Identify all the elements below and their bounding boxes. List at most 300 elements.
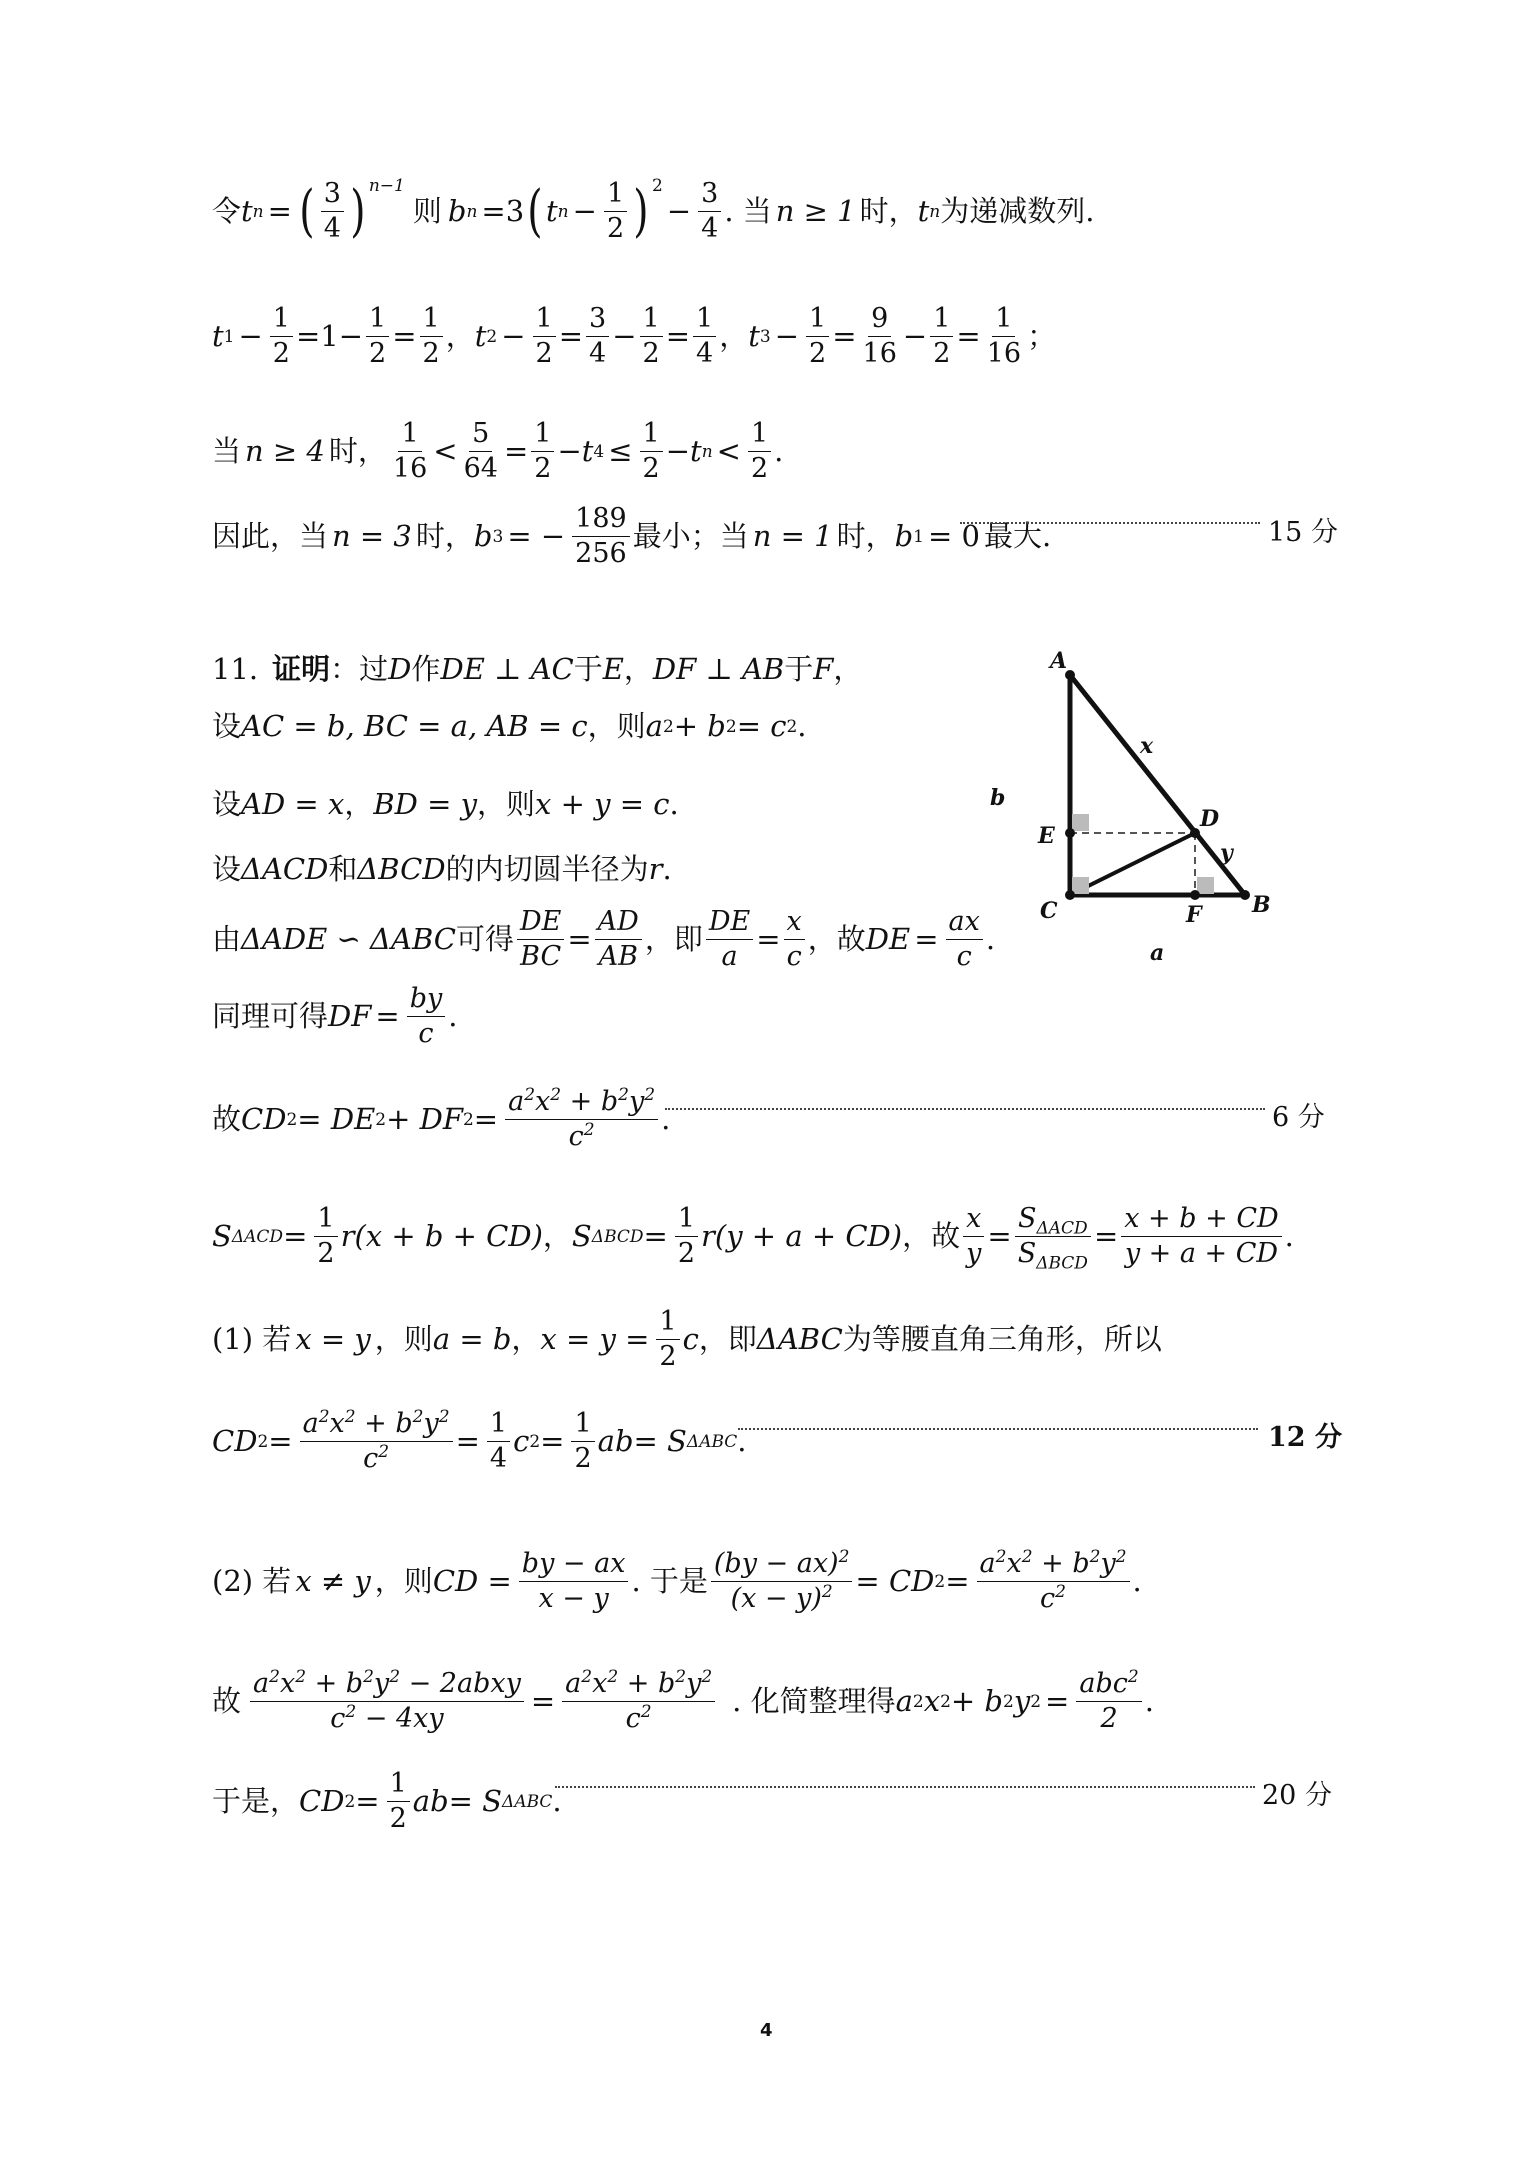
end: . — [1284, 1219, 1294, 1254]
expr: ΔABC — [756, 1322, 843, 1357]
fraction — [586, 305, 609, 369]
equals: = − — [507, 519, 566, 554]
fraction — [270, 305, 293, 369]
minus: − — [557, 434, 582, 469]
text: 为递减数列. — [940, 194, 1095, 229]
lt: < — [433, 434, 458, 469]
text: 可得 — [455, 922, 514, 957]
numerator: x — [784, 908, 805, 940]
term: − 2abxy — [400, 1668, 521, 1699]
term: x — [592, 1668, 608, 1699]
expr: DE — [865, 922, 911, 957]
paren-close: ) — [350, 178, 366, 244]
denominator: 2 — [272, 338, 290, 370]
fraction — [533, 305, 556, 369]
fraction — [562, 1667, 715, 1735]
numerator — [300, 1407, 453, 1442]
end: . — [448, 999, 458, 1034]
le: ≤ — [608, 434, 633, 469]
numerator: 1 — [640, 305, 663, 337]
text: 由 — [212, 922, 242, 957]
numerator: 3 — [586, 305, 609, 337]
expr: ΔACD — [241, 852, 329, 886]
score-6: 6 分 — [1272, 1102, 1325, 1133]
expr: AC = b, BC = a, AB = c — [241, 709, 588, 743]
exp: 2 — [524, 1085, 536, 1105]
denominator — [1037, 1582, 1069, 1613]
expr: x = y = — [540, 1322, 650, 1357]
term: S — [1017, 1203, 1037, 1234]
text: 设 — [212, 787, 242, 821]
minus: − — [774, 319, 800, 354]
score-20: 20 分 — [1262, 1780, 1332, 1811]
text: 令 — [212, 194, 242, 229]
expr: = c — [736, 709, 787, 743]
var: c — [682, 1322, 699, 1357]
numerator: 1 — [314, 1205, 337, 1237]
text: 为等腰直角三角形，所以 — [842, 1322, 1162, 1357]
fraction — [595, 908, 642, 972]
right-angle-E — [1072, 814, 1089, 831]
var-b: b — [447, 194, 467, 229]
proof-label: 证明 — [272, 652, 331, 686]
term: a — [979, 1548, 996, 1579]
expr: + DF — [386, 1102, 463, 1137]
term: y — [686, 1668, 702, 1699]
fraction — [963, 1205, 984, 1269]
end: . — [774, 434, 784, 469]
term: y — [373, 1668, 390, 1699]
var: r — [648, 852, 663, 886]
score-leader — [738, 1428, 1258, 1430]
numerator — [711, 1547, 853, 1582]
equals: = — [643, 1219, 668, 1254]
equals: = — [756, 922, 781, 957]
term: a — [302, 1408, 319, 1439]
page-number: 4 — [760, 2020, 773, 2041]
point-E — [1065, 828, 1075, 838]
term: c — [1040, 1583, 1056, 1615]
fraction — [784, 908, 805, 972]
expr: = CD — [855, 1564, 935, 1599]
term: x — [329, 1408, 345, 1439]
numerator: 1 — [992, 305, 1015, 337]
label-F: F — [1186, 902, 1202, 928]
text: 的内切圆半径为 — [445, 852, 649, 886]
text: ， — [542, 1219, 572, 1254]
end: . — [1132, 1564, 1142, 1599]
numerator: 5 — [469, 420, 492, 452]
text: 最大. — [983, 519, 1052, 554]
var-b: b — [894, 519, 914, 554]
term: y — [1013, 1684, 1031, 1719]
text: 同理可得 — [212, 999, 329, 1034]
score-leader — [555, 1786, 1255, 1788]
denominator — [360, 1442, 392, 1473]
var-t: t — [474, 319, 487, 354]
exp: 2 — [344, 1407, 356, 1427]
denominator: 2 — [642, 453, 660, 485]
text: 当 — [212, 434, 242, 469]
numerator: by — [407, 985, 446, 1017]
var-b: b — [473, 519, 493, 554]
fraction — [1015, 1203, 1091, 1274]
text: ，则 — [374, 1564, 433, 1599]
fraction — [366, 305, 389, 369]
term: S — [1017, 1238, 1037, 1270]
numerator: DE — [517, 908, 564, 940]
p11-line8: S ΔACD = $\frac{1}{2}$ r(x + b + CD) ， S ΔBCD = $\frac{1}{2}$ r(y + a + CD) ，故 $\frac{x}{y}$ = $\frac{S_{\Delta ACD}}{S_{\Delta BCD}}$ = $\frac{x + b + CD}{y + a + CD}$ . — [212, 1203, 1294, 1274]
p11-line10: CD 2 = $\frac{a^2x^2 + b^2y^2}{c^2}$ = $\frac{1}{4}$ c 2 = $\frac{1}{2}$ ab = S ΔABC . — [212, 1407, 747, 1475]
numerator: 1 — [420, 305, 443, 337]
equals: = 0 — [928, 519, 980, 554]
fraction — [1121, 1205, 1281, 1269]
fraction-1-2 — [604, 180, 627, 244]
denominator: 4 — [696, 338, 714, 370]
text: ， — [833, 652, 863, 686]
label-D: D — [1200, 806, 1220, 832]
text: 时， — [836, 519, 895, 554]
fraction — [706, 908, 753, 972]
term: c — [625, 1703, 641, 1735]
paren-open: ( — [527, 178, 543, 244]
text: 时， — [328, 434, 387, 469]
var-t: t — [917, 194, 930, 229]
fraction — [640, 420, 663, 484]
problem-number: 11. — [212, 652, 259, 686]
equals: = — [665, 319, 691, 354]
expr: CD — [241, 1102, 287, 1137]
denominator: BC — [520, 941, 562, 973]
numerator: 1 — [693, 305, 716, 337]
term: + b — [618, 1668, 676, 1699]
right-angle-F — [1197, 877, 1214, 894]
expr: ΔBCD — [357, 852, 446, 886]
exp: 2 — [389, 1667, 401, 1687]
fraction — [300, 1407, 453, 1475]
minus: − — [238, 319, 263, 354]
numerator — [562, 1667, 715, 1702]
denominator: c — [786, 941, 802, 973]
fraction — [711, 1547, 853, 1615]
fraction — [519, 1550, 629, 1614]
exp: 2 — [550, 1085, 562, 1105]
fraction — [930, 305, 953, 369]
expr: x ≠ y — [295, 1564, 371, 1599]
denominator: 2 — [809, 338, 827, 370]
separator: ， — [445, 319, 475, 354]
term: + b — [561, 1086, 619, 1117]
text: ，则 — [587, 709, 646, 743]
numerator: 1 — [571, 1410, 594, 1442]
numerator: 1 — [604, 180, 627, 212]
numerator: 3 — [321, 180, 344, 212]
text: 故 — [212, 1684, 242, 1719]
denominator: 2 — [534, 453, 552, 485]
denominator: 256 — [575, 538, 627, 570]
denominator — [327, 1702, 446, 1733]
exp: 2 — [701, 1667, 713, 1687]
numerator: 3 — [698, 180, 721, 212]
fraction — [420, 305, 443, 369]
numerator: DE — [706, 908, 753, 940]
right-angle-C — [1072, 877, 1089, 894]
numerator: 1 — [366, 305, 389, 337]
text: 时， — [415, 519, 474, 554]
label-E: E — [1038, 823, 1055, 849]
minus: − — [572, 194, 597, 229]
var: S — [571, 1219, 592, 1254]
p11-line1 — [212, 652, 863, 686]
p11-line12: 故 $\frac{a^2x^2 + b^2y^2 - 2abxy}{c^2 - 4xy}$ = $\frac{a^2x^2 + b^2y^2}{c^2}$ . 化简整理得 a 2 x 2 + b 2 y 2 = $\frac{abc^2}{2}$ . — [212, 1667, 1154, 1735]
fraction — [487, 1410, 510, 1474]
line-inequality: 当 n ≥ 4 时， $\frac{1}{16}$ < $\frac{5}{64}$ = $\frac{1}{2}$ − t 4 ≤ $\frac{1}{2}$ − t n < $\frac{1}{2}$ . — [212, 418, 784, 485]
fraction-3-4 — [321, 180, 344, 244]
fraction — [1076, 1667, 1141, 1735]
expr: a — [645, 709, 663, 743]
minus: − — [665, 434, 691, 469]
expr: = DE — [297, 1102, 376, 1137]
fraction — [748, 420, 771, 484]
p11-line5 — [212, 908, 995, 972]
label-a: a — [1150, 940, 1165, 966]
term: (by − ax) — [713, 1548, 839, 1579]
fraction — [250, 1667, 524, 1735]
subscript: ΔACD — [1036, 1218, 1088, 1239]
exp: 2 — [295, 1667, 307, 1687]
fraction — [946, 908, 983, 972]
fraction — [693, 305, 716, 369]
term: − 4xy — [356, 1703, 444, 1735]
var: S — [212, 1219, 232, 1254]
end: . — [662, 852, 672, 886]
term: abc — [1079, 1668, 1128, 1699]
denominator: 4 — [489, 1443, 508, 1475]
fraction-189-256 — [572, 505, 630, 569]
var: F — [813, 652, 834, 686]
minus: − — [666, 194, 692, 229]
paren-close: ) — [633, 178, 649, 244]
equals: = — [558, 319, 584, 354]
equals: = — [567, 922, 592, 957]
end: . — [797, 709, 807, 743]
var-t: t — [581, 434, 594, 469]
text: 于 — [784, 652, 814, 686]
term: a — [253, 1668, 270, 1699]
denominator: c — [418, 1018, 434, 1050]
denominator: c — [956, 941, 972, 973]
equals: = — [268, 1424, 293, 1459]
end: . — [661, 1102, 671, 1137]
lt: < — [716, 434, 741, 469]
numerator: 1 — [656, 1308, 679, 1340]
denominator: 2 — [422, 338, 440, 370]
score-12: 12 分 — [1268, 1422, 1342, 1453]
condition: n ≥ 4 — [245, 434, 325, 469]
denominator: AB — [598, 941, 638, 973]
numerator: 1 — [640, 420, 663, 452]
exp: 2 — [378, 1442, 390, 1463]
line-conclusion: 因此，当 n = 3 时， b 3 = − $\frac{189}{256}$ 最小；当 n = 1 时， b 1 = 0 最大. — [212, 503, 1052, 570]
denominator: 64 — [463, 453, 498, 485]
denominator: 2 — [389, 1803, 407, 1835]
numerator: AD — [595, 908, 642, 940]
numerator: 1 — [533, 305, 556, 337]
expr: CD — [299, 1784, 345, 1819]
numerator: x — [963, 1205, 984, 1237]
exp: 2 — [438, 1407, 450, 1427]
equals: = — [956, 319, 981, 354]
denominator: 4 — [701, 213, 719, 245]
fraction — [675, 1205, 698, 1269]
exp: 2 — [995, 1547, 1007, 1567]
expr: = S — [633, 1424, 687, 1459]
text: (1) 若 — [212, 1322, 292, 1357]
denominator: 2 — [317, 1238, 335, 1270]
paren-open: ( — [299, 178, 315, 244]
term: c — [568, 1121, 584, 1153]
text: 于 — [573, 652, 603, 686]
term: y — [1100, 1548, 1116, 1579]
text: 时， — [859, 194, 918, 229]
end: . — [985, 922, 996, 957]
triangle-figure — [990, 640, 1320, 974]
term: + b — [306, 1668, 364, 1699]
label-C: C — [1040, 898, 1058, 924]
text: 最小；当 — [632, 519, 749, 554]
fraction — [860, 305, 900, 369]
exp: 2 — [838, 1547, 850, 1567]
fraction — [387, 1770, 410, 1834]
expr: r(y + a + CD) — [701, 1219, 903, 1254]
exp: 2 — [269, 1667, 280, 1687]
text: ，则 — [477, 787, 536, 821]
exp: 2 — [363, 1667, 374, 1687]
term: x — [1006, 1548, 1022, 1579]
end: ； — [1027, 319, 1057, 354]
fraction-3-4 — [698, 180, 721, 244]
denominator: y — [966, 1238, 982, 1270]
p11-line4 — [212, 852, 672, 886]
denominator: 2 — [574, 1443, 592, 1475]
expr: ΔADE ∽ ΔABC — [241, 922, 456, 957]
fraction — [977, 1547, 1130, 1615]
text: ，即 — [698, 1322, 757, 1357]
term: c — [363, 1443, 379, 1475]
equals: = — [1045, 1684, 1070, 1719]
fraction — [571, 1410, 594, 1474]
equals: = — [832, 319, 857, 354]
term: + b — [355, 1408, 413, 1439]
var-t: t — [748, 319, 760, 354]
denominator: 16 — [862, 338, 897, 370]
exp: 2 — [1055, 1582, 1066, 1603]
minus: − — [902, 319, 928, 354]
expr: CD = — [432, 1564, 512, 1599]
numerator: 1 — [387, 1770, 410, 1802]
numerator: by − ax — [519, 1550, 629, 1582]
minus: − — [501, 319, 526, 354]
fraction — [640, 305, 663, 369]
term: + b — [1032, 1548, 1090, 1579]
exp: 2 — [583, 1120, 595, 1141]
condition: n ≥ 1 — [775, 194, 856, 229]
exp: 2 — [1021, 1547, 1033, 1567]
minus: − — [612, 319, 637, 354]
exp: 2 — [821, 1582, 833, 1603]
fraction — [984, 305, 1024, 369]
equals: = — [1093, 1219, 1119, 1254]
denominator: 16 — [986, 338, 1022, 370]
denominator: 2 — [677, 1238, 696, 1270]
term: + b — [950, 1684, 1003, 1719]
equals: = — [945, 1564, 970, 1599]
term: a — [508, 1086, 525, 1117]
numerator — [250, 1667, 524, 1702]
numerator: 189 — [572, 505, 630, 537]
text: 设 — [212, 852, 242, 886]
label-A: A — [1050, 648, 1068, 674]
expr: r(x + b + CD) — [340, 1219, 543, 1254]
exp: 2 — [640, 1702, 652, 1723]
p11-line9 — [212, 1308, 1162, 1372]
expr: CD — [212, 1424, 258, 1459]
denominator: 16 — [392, 453, 428, 485]
text: ， — [511, 1322, 541, 1357]
end: . — [737, 1424, 747, 1459]
expr: x = y — [295, 1322, 371, 1357]
denominator: 2 — [642, 338, 660, 370]
fraction — [505, 1085, 658, 1153]
term: (x − y) — [730, 1583, 822, 1615]
text: ，则 — [374, 1322, 433, 1357]
p11-line3 — [212, 787, 679, 821]
end: . — [669, 787, 679, 821]
point-F — [1190, 890, 1200, 900]
var: D — [388, 652, 412, 686]
score-leader — [960, 522, 1260, 524]
equals: = — [283, 1219, 308, 1254]
equals: = — [503, 434, 529, 469]
exp: 2 — [1115, 1547, 1127, 1567]
fraction — [461, 420, 501, 484]
point-B — [1240, 890, 1250, 900]
expr: ab — [597, 1424, 634, 1459]
denominator — [1015, 1237, 1091, 1274]
expr: + b — [673, 709, 726, 743]
denominator: 2 — [750, 453, 769, 485]
condition: n = 1 — [752, 519, 833, 554]
denominator: 4 — [589, 338, 607, 370]
text: 作 — [411, 652, 441, 686]
label-y: y — [1220, 840, 1233, 866]
separator: ， — [719, 319, 749, 354]
denominator: a — [721, 941, 738, 973]
fraction — [531, 420, 554, 484]
denominator — [623, 1702, 655, 1733]
text: 故 — [212, 1102, 242, 1137]
var-t: t — [212, 319, 224, 354]
p11-line7: 故 CD 2 = DE 2 + DF 2 = $\frac{a^2x^2 + b^2y^2}{c^2}$ . — [212, 1085, 671, 1153]
text: 因此，当 — [212, 519, 329, 554]
exp: 2 — [412, 1407, 424, 1427]
denominator — [728, 1582, 836, 1613]
numerator: 1 — [806, 305, 829, 337]
equals: = — [987, 1219, 1012, 1254]
score-15: 15 分 — [1268, 517, 1338, 548]
fraction — [517, 908, 564, 972]
exp: 2 — [675, 1667, 687, 1687]
